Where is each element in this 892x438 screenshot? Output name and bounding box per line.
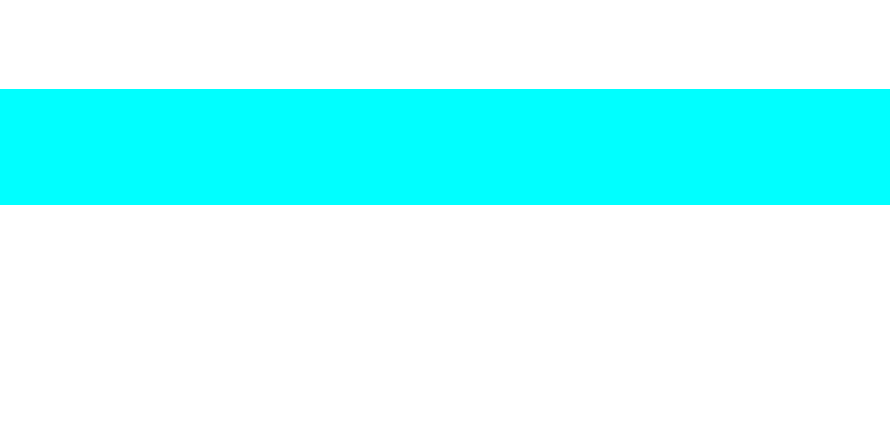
table-header (0, 89, 890, 205)
